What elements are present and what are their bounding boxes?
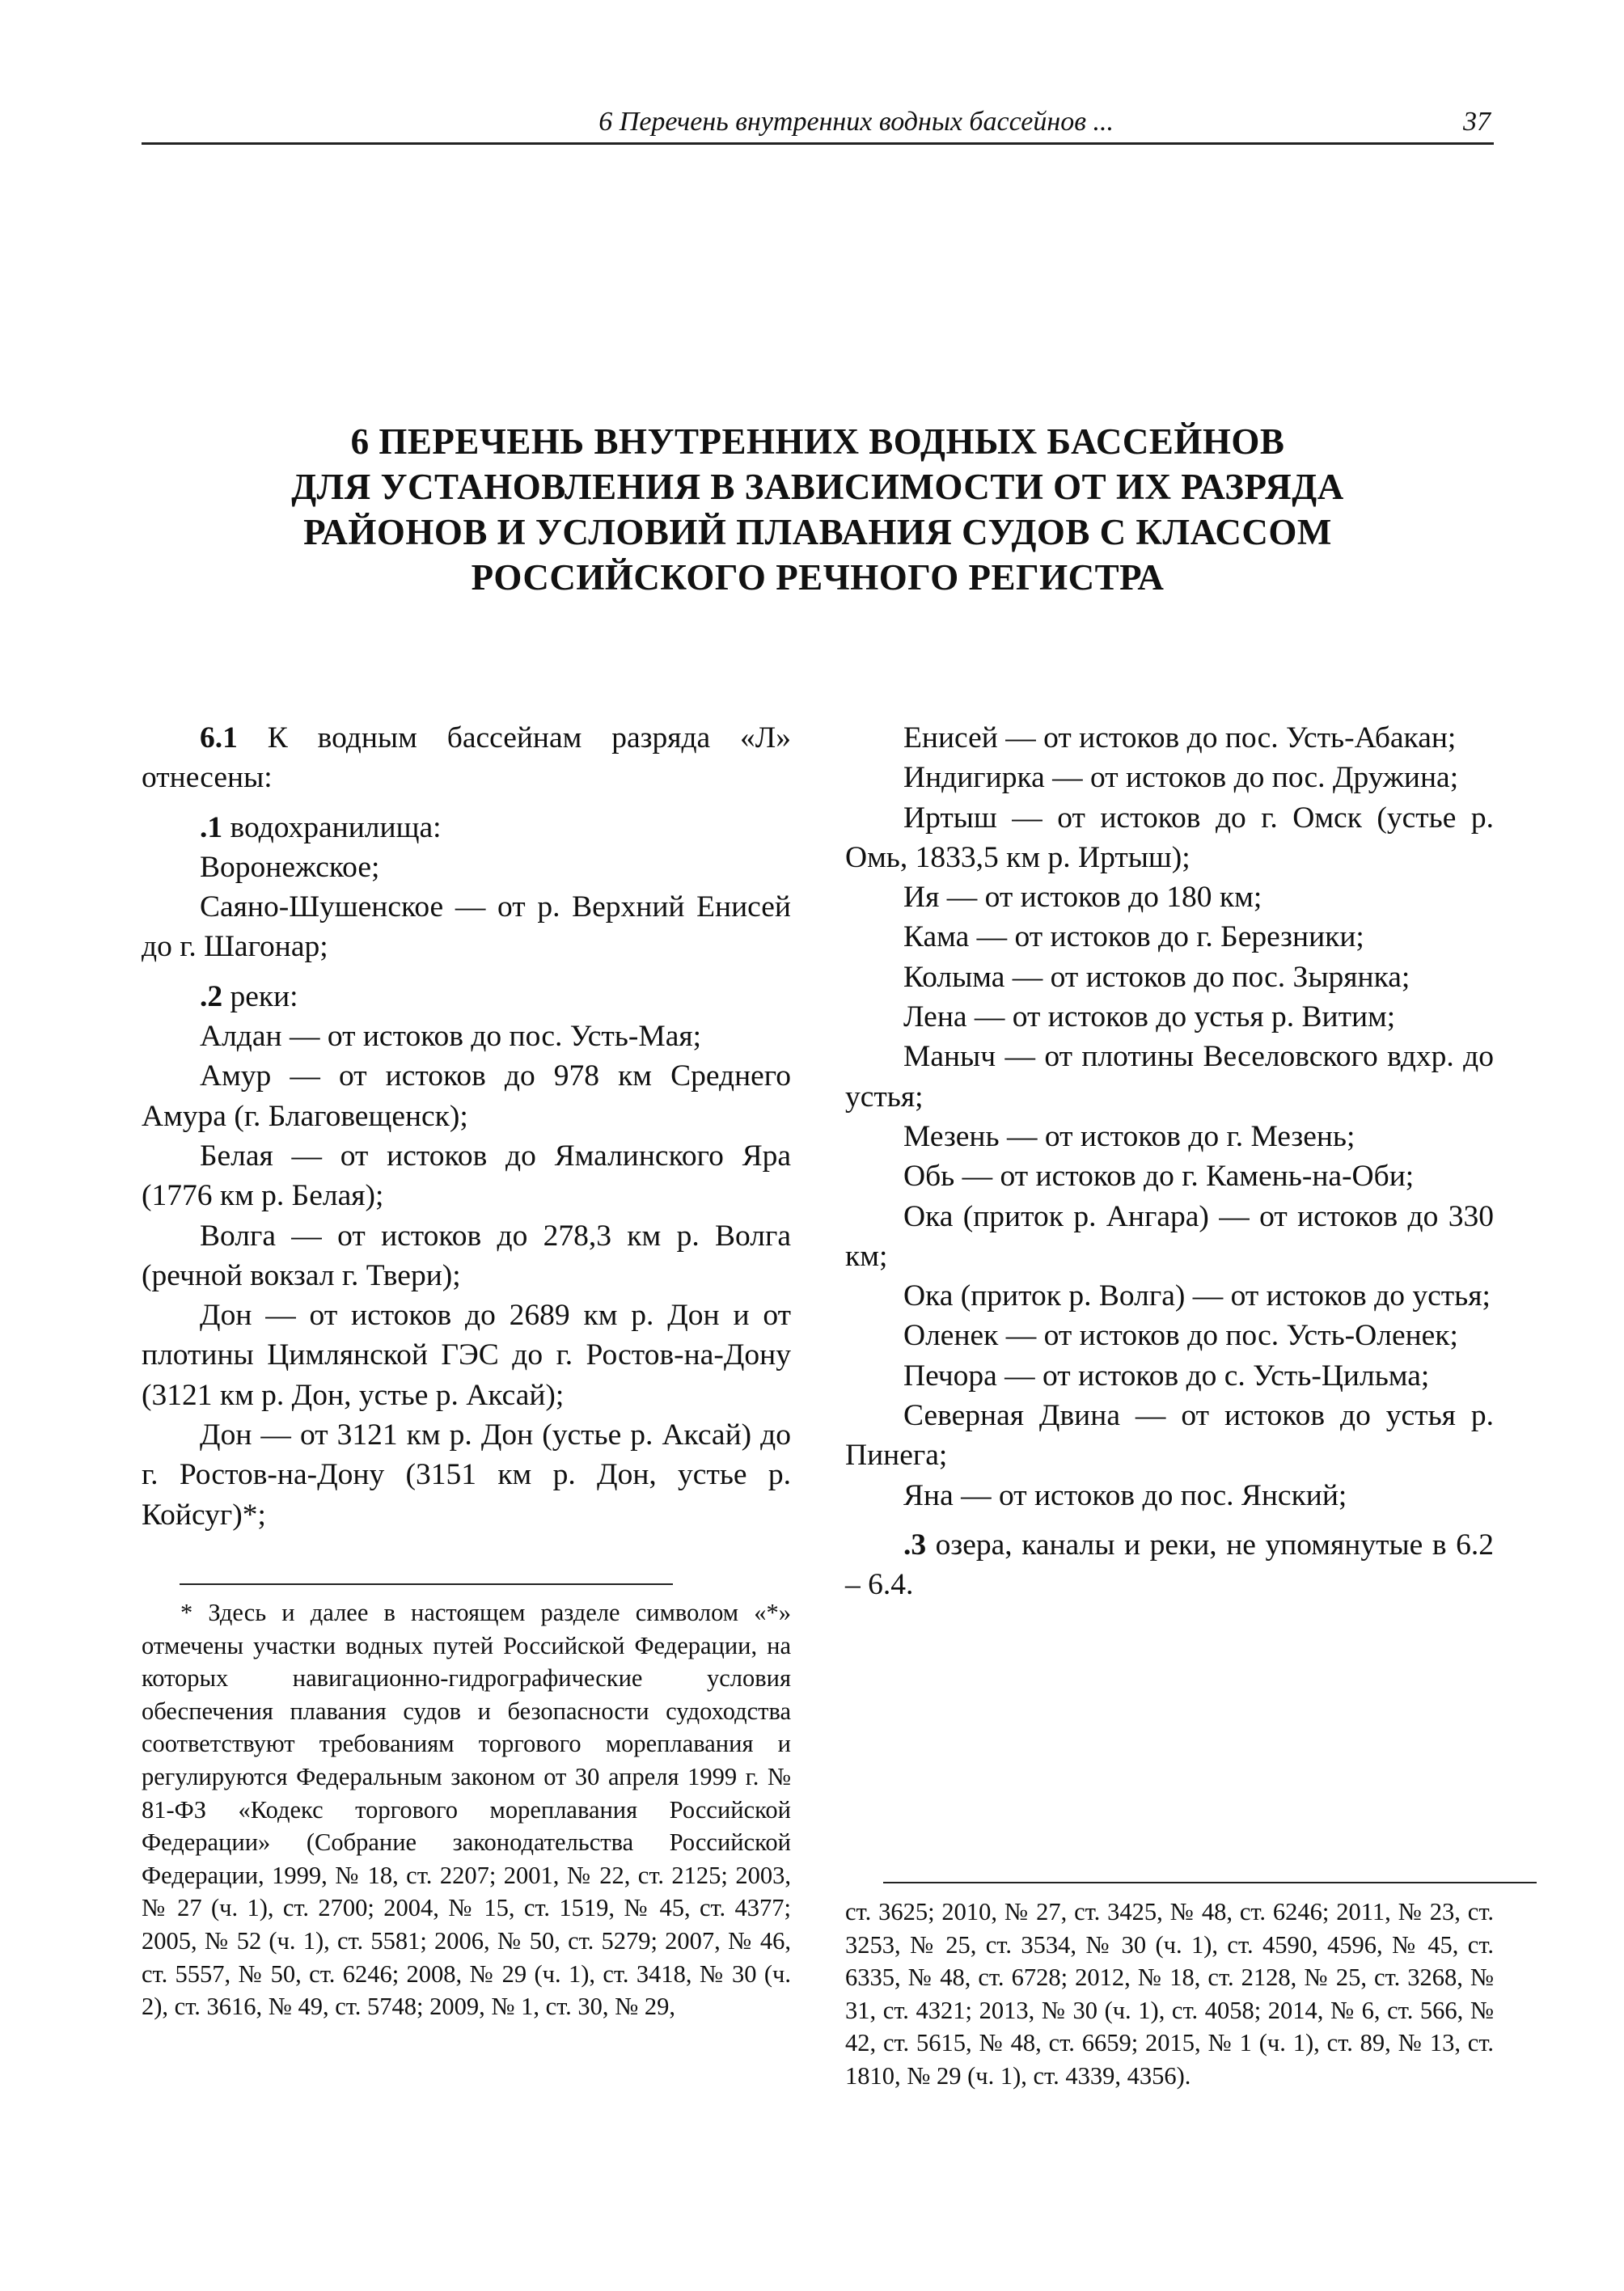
- right-column: [845, 718, 1494, 1605]
- heading-line: РАЙОНОВ И УСЛОВИЙ ПЛАВАНИЯ СУДОВ С КЛАССОМ: [303, 512, 1332, 552]
- list-item: Саяно-Шушенское — от р. Верхний Енисей до г. Шагонар;: [142, 890, 791, 964]
- list-item: Иртыш — от истоков до г. Омск (устье р. Омь, 1833,5 км р. Иртыш);: [845, 801, 1494, 874]
- list-item: Мезень — от истоков до г. Мезень;: [903, 1119, 1355, 1153]
- left-column: [142, 718, 791, 1535]
- footnote-divider: [180, 1583, 673, 1585]
- heading-line: РОССИЙСКОГО РЕЧНОГО РЕГИСТРА: [471, 557, 1165, 598]
- list-item: Индигирка — от истоков до пос. Дружина;: [903, 761, 1459, 795]
- footnote-left: [142, 1596, 791, 2023]
- clause-text: реки:: [222, 979, 298, 1013]
- subclause-1: [142, 808, 791, 848]
- list-item: Енисей — от истоков до пос. Усть-Абакан;: [903, 721, 1457, 755]
- footnote-text: * Здесь и далее в настоящем разделе символом «*» отмечены участки водных путей Российской Федерации, на которых навигационно-гидрографические условия обеспечения плавания судов и безопасности судоходства соответствуют требованиям торгового мореплавания и регулируются Федеральным законом от 30 апреля 1999 г. № 81-ФЗ «Кодекс торгового мореплавания Российской Федерации» (Собрание законодательства Российской Федерации, 1999, № 18, ст. 2207; 2001, № 22, ст. 2125; 2003, № 27 (ч. 1), ст. 2700; 2004, № 15, ст. 1519, № 45, ст. 4377; 2005, № 52 (ч. 1), ст. 5581; 2006, № 50, ст. 5279; 2007, № 46, ст. 5557, № 50, ст. 6246; 2008, № 29 (ч. 1), ст. 3418, № 30 (ч. 2), ст. 3616, № 49, ст. 5748; 2009, № 1, ст. 30, № 29,: [142, 1599, 791, 2021]
- list-item: Алдан — от истоков до пос. Усть-Мая;: [200, 1020, 702, 1054]
- list-item: Яна — от истоков до пос. Янский;: [903, 1478, 1347, 1512]
- list-item: Воронежское;: [200, 850, 380, 884]
- list-item: Дон — от 3121 км р. Дон (устье р. Аксай) до г. Ростов-на-Дону (3151 км р. Дон, устье р. Койсуг)*;: [142, 1418, 791, 1532]
- list-item: Дон — от истоков до 2689 км р. Дон и от плотины Цимлянской ГЭС до г. Ростов-на-Дону (3121 км р. Дон, устье р. Аксай);: [142, 1299, 791, 1412]
- list-item: Маныч — от плотины Веселовского вдхр. до устья;: [845, 1040, 1494, 1114]
- clause-number: .1: [200, 810, 223, 844]
- list-item: Ока (приток р. Волга) — от истоков до устья;: [903, 1279, 1491, 1313]
- list-item: Печора — от истоков до с. Усть-Цильма;: [903, 1359, 1430, 1393]
- page-number: 37: [1463, 107, 1491, 137]
- running-title: 6 Перечень внутренних водных бассейнов ...: [598, 107, 1114, 137]
- list-item: Амур — от истоков до 978 км Среднего Амура (г. Благовещенск);: [142, 1059, 791, 1133]
- heading-line: 6 ПЕРЕЧЕНЬ ВНУТРЕННИХ ВОДНЫХ БАССЕЙНОВ: [350, 421, 1285, 462]
- list-item: Белая — от истоков до Ямалинского Яра (1776 км р. Белая);: [142, 1139, 791, 1213]
- clause-number: .2: [200, 979, 223, 1013]
- list-item: Кама — от истоков до г. Березники;: [903, 920, 1364, 954]
- list-item: Лена — от истоков до устья р. Витим;: [903, 1000, 1396, 1034]
- list-item: Ока (приток р. Ангара) — от истоков до 330 км;: [845, 1199, 1494, 1273]
- list-item: Оленек — от истоков до пос. Усть-Оленек;: [903, 1319, 1458, 1353]
- footnote-divider: [883, 1882, 1537, 1883]
- paragraph-6-1: [142, 718, 791, 798]
- running-header: [142, 104, 1494, 145]
- clause-number: 6.1: [200, 721, 238, 755]
- list-item: Обь — от истоков до г. Камень-на-Оби;: [903, 1160, 1415, 1194]
- heading-line: ДЛЯ УСТАНОВЛЕНИЯ В ЗАВИСИМОСТИ ОТ ИХ РАЗРЯДА: [291, 467, 1344, 507]
- list-item: Северная Двина — от истоков до устья р. Пинега;: [845, 1399, 1494, 1473]
- list-item: Ия — от истоков до 180 км;: [903, 881, 1262, 915]
- list-item: Волга — от истоков до 278,3 км р. Волга (речной вокзал г. Твери);: [142, 1219, 791, 1292]
- clause-text: озера, каналы и реки, не упомянутые в 6.2 – 6.4.: [845, 1528, 1494, 1602]
- list-item: Колыма — от истоков до пос. Зырянка;: [903, 960, 1410, 994]
- subclause-3: [845, 1525, 1494, 1605]
- clause-text: К водным бассейнам разряда «Л» отнесены:: [142, 721, 791, 795]
- clause-number: .3: [903, 1528, 927, 1562]
- footnote-continuation: ст. 3625; 2010, № 27, ст. 3425, № 48, ст. 6246; 2011, № 23, ст. 3253, № 25, ст. 3534, № 30 (ч. 1), ст. 4590, 4596, № 45, ст. 6335, № 48, ст. 6728; 2012, № 18, ст. 2128, № 25, ст. 3268, № 31, ст. 4321; 2013, № 30 (ч. 1), ст. 4058; 2014, № 6, ст. 566, № 42, ст. 5615, № 48, ст. 6659; 2015, № 1 (ч. 1), ст. 89, № 13, ст. 1810, № 29 (ч. 1), ст. 4339, 4356).: [845, 1898, 1494, 2090]
- subclause-2: [142, 977, 791, 1017]
- footnote-right: [845, 1896, 1494, 2093]
- section-heading: [142, 419, 1494, 600]
- clause-text: водохранилища:: [222, 810, 442, 844]
